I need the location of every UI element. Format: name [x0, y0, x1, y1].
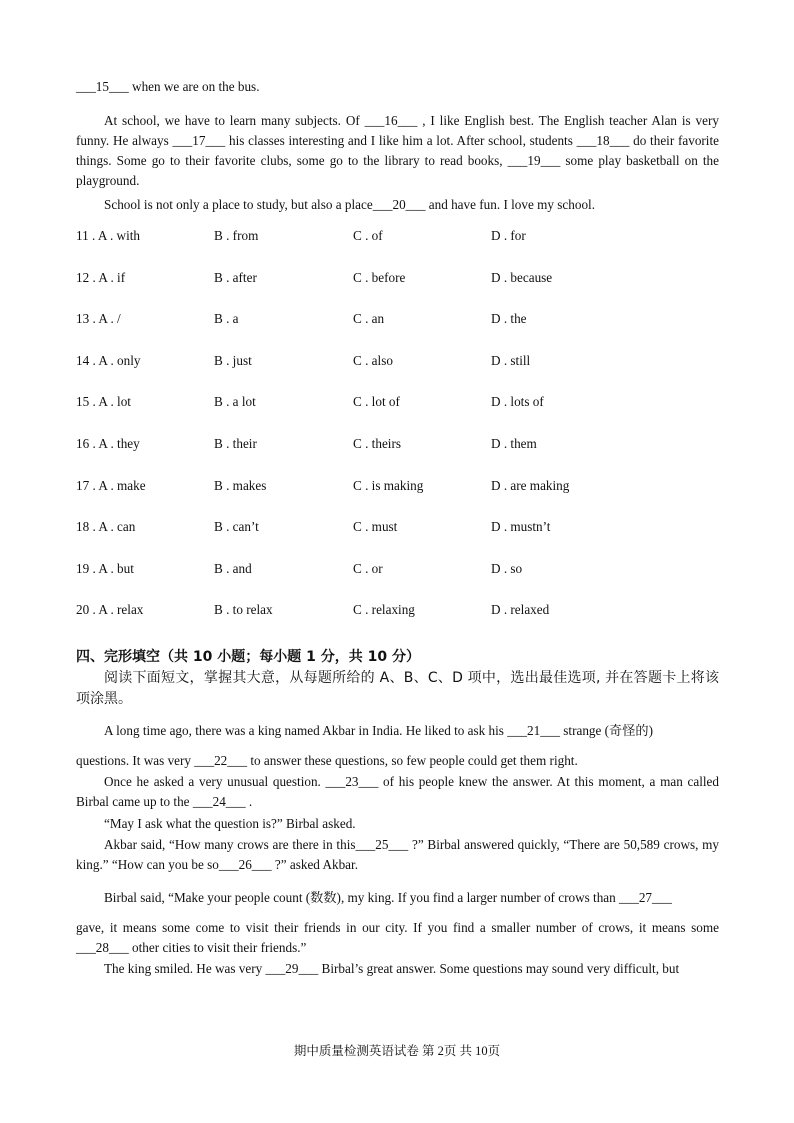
option-c: C . an: [353, 311, 385, 326]
option-b: B . from: [214, 228, 259, 243]
passage-paragraph-akbar-intro: A long time ago, there was a king named Akbar in India. He liked to ask his ___21___ strange (奇怪的): [104, 723, 653, 738]
question-number-and-option-a: 18 . A . can: [76, 519, 136, 534]
question-row-13: [76, 309, 719, 329]
option-b: B . after: [214, 270, 257, 285]
option-b: B . can’t: [214, 519, 259, 534]
option-c: C . must: [353, 519, 398, 534]
option-c: C . lot of: [353, 394, 400, 409]
option-c: C . is making: [353, 478, 424, 493]
question-row-16: [76, 434, 719, 454]
question-number-and-option-a: 20 . A . relax: [76, 602, 144, 617]
option-c: C . relaxing: [353, 602, 415, 617]
option-b: B . just: [214, 353, 252, 368]
option-b: B . a lot: [214, 394, 256, 409]
question-number-and-option-a: 13 . A . /: [76, 311, 121, 326]
question-row-11: [76, 226, 719, 246]
question-number-and-option-a: 15 . A . lot: [76, 394, 131, 409]
option-d: D . are making: [491, 478, 570, 493]
question-row-17: [76, 476, 719, 496]
question-number-and-option-a: 17 . A . make: [76, 478, 146, 493]
question-number-and-option-a: 19 . A . but: [76, 561, 134, 576]
passage-paragraph-school-place: School is not only a place to study, but also a place___20___ and have fun. I love my school.: [104, 197, 596, 212]
passage-line-15: ___15___ when we are on the bus.: [76, 79, 260, 94]
option-d: D . lots of: [491, 394, 544, 409]
question-row-18: [76, 517, 719, 537]
passage-paragraph-unusual-question: Once he asked a very unusual question. ___23___ of his people knew the answer. At this moment, a man called Birbal came up to the ___24___ .: [76, 774, 719, 809]
option-c: C . of: [353, 228, 383, 243]
option-c: C . also: [353, 353, 393, 368]
question-row-20: [76, 600, 719, 620]
option-c: C . before: [353, 270, 406, 285]
passage-paragraph-akbar-intro-cont: questions. It was very ___22___ to answer these questions, so few people could get them right.: [76, 753, 578, 768]
passage-paragraph-birbal-explains-cont: gave, it means some come to visit their friends in our city. If you find a smaller number of crows, it means some ___28___ other cities to visit their friends.”: [76, 920, 719, 955]
question-row-14: [76, 351, 719, 371]
option-b: B . their: [214, 436, 257, 451]
passage-paragraph-king-smiled: The king smiled. He was very ___29___ Birbal’s great answer. Some questions may sound very difficult, but: [104, 961, 680, 976]
question-number-and-option-a: 11 . A . with: [76, 228, 141, 243]
question-row-19: [76, 559, 719, 579]
option-d: D . them: [491, 436, 537, 451]
question-row-15: [76, 392, 719, 412]
option-c: C . or: [353, 561, 383, 576]
question-number-and-option-a: 12 . A . if: [76, 270, 126, 285]
option-d: D . because: [491, 270, 553, 285]
passage-paragraph-school-subjects: At school, we have to learn many subjects. Of ___16___ , I like English best. The English teacher Alan is very funny. He always ___17___ his classes interesting and I like him a lot. After school, students ___18___ do their favorite things. Some go to their favorite clubs, some go to the library to read books, ___19___ some play basketball on the playground.: [76, 113, 719, 188]
option-c: C . theirs: [353, 436, 401, 451]
question-row-12: [76, 268, 719, 288]
option-d: D . the: [491, 311, 527, 326]
passage-paragraph-birbal-explains: Birbal said, “Make your people count (数数), my king. If you find a larger number of crows than ___27___: [104, 890, 672, 905]
option-b: B . and: [214, 561, 252, 576]
option-d: D . relaxed: [491, 602, 550, 617]
question-number-and-option-a: 14 . A . only: [76, 353, 141, 368]
option-b: B . a: [214, 311, 239, 326]
option-d: D . for: [491, 228, 526, 243]
option-d: D . mustn’t: [491, 519, 551, 534]
section-instruction: 阅读下面短文，掌握其大意，从每题所给的 A、B、C、D 项中，选出最佳选项, 并在答题卡上将该项涂黑。: [76, 670, 719, 707]
option-d: D . still: [491, 353, 531, 368]
option-b: B . to relax: [214, 602, 273, 617]
option-b: B . makes: [214, 478, 267, 493]
passage-paragraph-birbal-asks: “May I ask what the question is?” Birbal asked.: [104, 816, 356, 831]
section-title: 四、完形填空（共 10 小题；每小题 1 分，共 10 分）: [76, 649, 420, 665]
question-number-and-option-a: 16 . A . they: [76, 436, 140, 451]
option-d: D . so: [491, 561, 523, 576]
page-footer: 期中质量检测英语试卷 第 2页 共 10页: [293, 1044, 501, 1058]
passage-paragraph-crows-question: Akbar said, “How many crows are there in this___25___ ?” Birbal answered quickly, “There are 50,589 crows, my king.” “How can you be so___26___ ?” asked Akbar.: [76, 837, 719, 872]
